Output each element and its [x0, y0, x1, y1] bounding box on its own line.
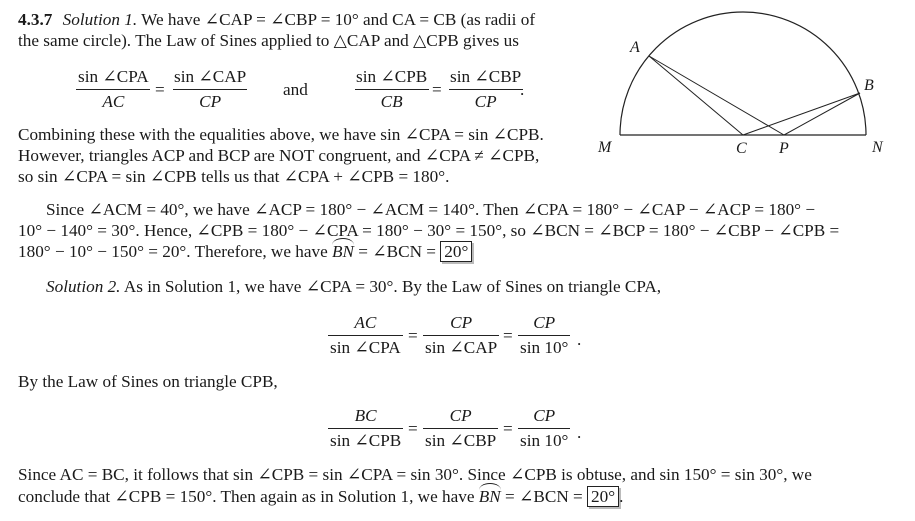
period: .: [577, 330, 582, 349]
paragraph-2-line-1: Combining these with the equalities above, we have sin ∠CPA = sin ∠CPB.: [18, 125, 544, 144]
line-text: = ∠BCN =: [500, 487, 588, 506]
numerator: sin ∠CAP: [174, 67, 247, 86]
arc-BN: BN: [332, 242, 354, 261]
paragraph-5: By the Law of Sines on triangle CPB,: [18, 372, 278, 391]
equals-sign: =: [155, 80, 165, 99]
denominator: sin ∠CPB: [328, 428, 403, 451]
line-text: = ∠BCN =: [353, 242, 441, 261]
paragraph-2-line-2: However, triangles ACP and BCP are NOT congruent, and ∠CPA ≠ ∠CPB,: [18, 146, 540, 165]
numerator: CP: [533, 313, 556, 332]
numerator: sin ∠CBP: [450, 67, 522, 86]
paragraph-3-line-1: Since ∠ACM = 40°, we have ∠ACP = 180° − ∠ACM = 140°. Then ∠CPA = 180° − ∠CAP − ∠ACP = 180° −: [46, 200, 816, 219]
label-P: P: [779, 140, 789, 157]
answer-box: 20°: [587, 486, 619, 507]
solution-1-label: Solution 1.: [62, 10, 138, 29]
arc-BN: BN: [478, 487, 501, 506]
solution-2-label: Solution 2.: [46, 277, 121, 296]
paragraph-1-line-2: the same circle). The Law of Sines applied to △CAP and △CPB gives us: [18, 31, 519, 50]
denominator: sin ∠CAP: [423, 335, 499, 358]
denominator: CB: [355, 89, 429, 112]
paragraph-2-line-3: so sin ∠CPA = sin ∠CPB tells us that ∠CPA + ∠CPB = 180°.: [18, 167, 450, 186]
denominator: sin 10°: [518, 428, 570, 451]
segment-AC: [649, 56, 743, 135]
and-word: and: [283, 80, 308, 99]
numerator: CP: [533, 406, 556, 425]
paragraph-1-line-1: We have ∠CAP = ∠CBP = 10° and CA = CB (as radii of: [141, 10, 536, 29]
line-text: 180° − 10° − 150° = 20°. Therefore, we have: [18, 242, 332, 261]
segment-BC: [743, 93, 860, 135]
numerator: sin ∠CPA: [78, 67, 149, 86]
denominator: sin ∠CPA: [328, 335, 403, 358]
answer-box: 20°: [440, 241, 472, 262]
problem-number: 4.3.7: [18, 10, 53, 29]
numerator: CP: [449, 406, 472, 425]
label-A: A: [630, 39, 640, 56]
numerator: AC: [354, 313, 377, 332]
label-M: M: [598, 139, 612, 156]
label-B: B: [864, 77, 874, 94]
equals-sign: =: [503, 326, 513, 345]
semicircle-arc: [620, 12, 866, 135]
paragraph-3-line-2: 10° − 140° = 30°. Hence, ∠CPB = 180° − ∠CPA = 180° − 30° = 150°, so ∠BCN = ∠BCP = 180° − ∠CBP − ∠CPB =: [18, 221, 840, 240]
paragraph-6-line-1: Since AC = BC, it follows that sin ∠CPB = sin ∠CPA = sin 30°. Since ∠CPB is obtuse, and sin 150° = sin 30°, we: [18, 465, 812, 484]
numerator: CP: [450, 313, 473, 332]
numerator: sin ∠CPB: [356, 67, 428, 86]
denominator: CP: [173, 89, 247, 112]
label-N: N: [872, 139, 883, 156]
denominator: sin 10°: [518, 335, 570, 358]
period: .: [577, 423, 582, 442]
equals-sign: =: [503, 419, 513, 438]
denominator: sin ∠CBP: [423, 428, 498, 451]
equals-sign: =: [432, 80, 442, 99]
label-C: C: [736, 140, 747, 157]
solution-2-text: As in Solution 1, we have ∠CPA = 30°. By the Law of Sines on triangle CPA,: [120, 277, 662, 296]
equals-sign: =: [408, 326, 418, 345]
period: .: [520, 80, 525, 99]
segment-AP: [649, 56, 784, 135]
period: .: [619, 487, 624, 506]
equals-sign: =: [408, 419, 418, 438]
denominator: CP: [449, 89, 523, 112]
line-text: conclude that ∠CPB = 150°. Then again as in Solution 1, we have: [18, 487, 479, 506]
denominator: AC: [76, 89, 150, 112]
numerator: BC: [354, 406, 377, 425]
segment-BP: [784, 93, 860, 135]
